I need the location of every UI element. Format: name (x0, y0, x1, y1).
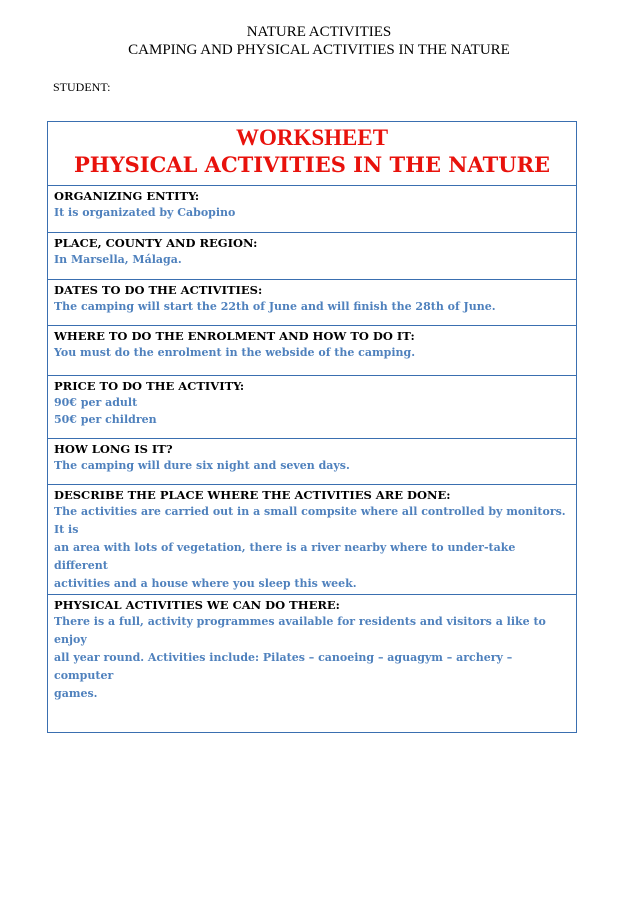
header-title: NATURE ACTIVITIES (246, 24, 392, 40)
activities-line: games. (54, 687, 98, 700)
section-organizing-entity (48, 186, 576, 233)
section-dates (48, 280, 576, 326)
section-value: It is organizated by Cabopino (54, 206, 236, 219)
section-label: HOW LONG IS IT? (54, 442, 173, 456)
section-label: PHYSICAL ACTIVITIES WE CAN DO THERE: (54, 598, 340, 612)
activities-line: all year round. Activities include: Pilates – canoeing – aguagym – archery – computer (54, 651, 513, 682)
section-physical-activities (48, 595, 576, 732)
worksheet-title: WORKSHEET (235, 125, 389, 150)
section-enrolment (48, 326, 576, 376)
student-label: STUDENT: (53, 80, 111, 94)
description-line: activities and a house where you sleep this week. (54, 577, 357, 590)
section-label: DESCRIBE THE PLACE WHERE THE ACTIVITIES ARE DONE: (54, 488, 451, 502)
section-label: ORGANIZING ENTITY: (54, 189, 200, 203)
section-place (48, 233, 576, 280)
section-place-description (48, 485, 576, 595)
section-value: You must do the enrolment in the webside of the camping. (54, 346, 416, 359)
section-value: The camping will dure six night and seven days. (54, 459, 350, 472)
section-label: DATES TO DO THE ACTIVITIES: (54, 283, 263, 297)
activities-line: There is a full, activity programmes available for residents and visitors a like to enjoy (54, 615, 546, 646)
worksheet-table (47, 121, 577, 733)
section-value: The camping will start the 22th of June and will finish the 28th of June. (54, 300, 496, 313)
price-children: 50€ per children (54, 413, 157, 426)
worksheet-title-cell (48, 122, 576, 186)
section-duration (48, 439, 576, 485)
price-adult: 90€ per adult (54, 396, 138, 409)
section-label: PLACE, COUNTY AND REGION: (54, 236, 258, 250)
section-value: In Marsella, Málaga. (54, 253, 182, 266)
section-label: PRICE TO DO THE ACTIVITY: (54, 379, 245, 393)
section-label: WHERE TO DO THE ENROLMENT AND HOW TO DO IT: (54, 329, 415, 343)
header-subtitle: CAMPING AND PHYSICAL ACTIVITIES IN THE NATURE (128, 42, 510, 58)
section-price (48, 376, 576, 439)
worksheet-subtitle: PHYSICAL ACTIVITIES IN THE NATURE (73, 152, 551, 177)
description-line: The activities are carried out in a small compsite where all controlled by monitors. It is (54, 505, 566, 536)
description-line: an area with lots of vegetation, there is a river nearby where to under-take different (54, 541, 516, 572)
